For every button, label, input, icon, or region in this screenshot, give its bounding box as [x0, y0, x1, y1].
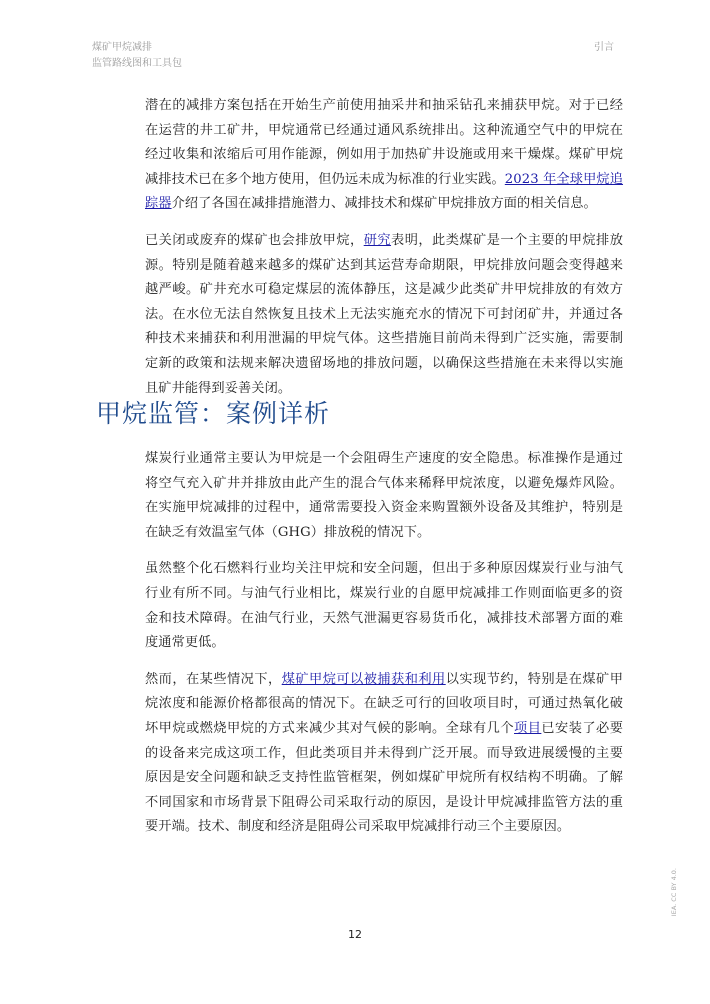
methane-tracker-link[interactable]: 2023 年全球甲烷追踪器 [145, 171, 624, 212]
intro-body [145, 94, 623, 401]
section-body [145, 447, 623, 840]
paragraph-mitigation-options: 潜在的减排方案包括在开始生产前使用抽采井和抽采钻孔来捕获甲烷。对于已经在运营的井工矿井，甲烷通常已经通过通风系统排出。这种流通空气中的甲烷在经过收集和浓缩后可用作能源，例如用于加热矿井设施或用来干燥煤。煤矿甲烷减排技术已在多个地方使用，但仍远未成为标准的行业实践。2023 年全球甲烷追踪器介绍了各国在减排措施潜力、减排技术和煤矿甲烷排放方面的相关信息。 [145, 98, 624, 212]
paragraph-abandoned-mines: 已关闭或废弃的煤矿也会排放甲烷，研究表明，此类煤矿是一个主要的甲烷排放源。特别是随着越来越多的煤矿达到其运营寿命期限，甲烷排放问题会变得越来越严峻。矿井充水可稳定煤层的流体静压，这是减少此类矿井甲烷排放的有效方法。在水位无法自然恢复且技术上无法实施充水的情况下可封闭矿井，并通过各种技术来捕获和利用泄漏的甲烷气体。这些措施目前尚未得到广泛实施，需要制定新的政策和法规来解决遗留场地的排放问题，以确保这些措施在未来得以实施且矿井能得到妥善关闭。 [145, 232, 623, 396]
paragraph-capture-utilization: 然而，在某些情况下，煤矿甲烷可以被捕获和利用以实现节约，特别是在煤矿甲烷浓度和能源价格都很高的情况下。在缺乏可行的回收项目时，可通过热氧化破坏甲烷或燃烧甲烷的方式来减少其对气候的影响。全球有几个项目已安装了必要的设备来完成这项工作，但此类项目并未得到广泛开展。而导致进展缓慢的主要原因是安全问题和缺乏支持性监管框架，例如煤矿甲烷所有权结构不明确。了解不同国家和市场背景下阻碍公司采取行动的原因，是设计甲烷减排监管方法的重要开端。技术、制度和经济是阻碍公司采取甲烷减排行动三个主要原因。 [145, 671, 624, 835]
running-header [92, 40, 182, 72]
research-link[interactable]: 研究 [363, 232, 392, 248]
header-chapter: 引言 [594, 42, 614, 53]
section-heading: 甲烷监管：案例详析 [96, 399, 331, 428]
capture-utilization-link[interactable]: 煤矿甲烷可以被捕获和利用 [281, 671, 446, 687]
projects-link[interactable]: 项目 [514, 720, 542, 736]
header-report-title: 煤矿甲烷减排 [92, 42, 152, 53]
paragraph-industry-comparison: 虽然整个化石燃料行业均关注甲烷和安全问题，但出于多种原因煤炭行业与油气行业有所不同。与油气行业相比，煤炭行业的自愿甲烷减排工作则面临更多的资金和技术障碍。在油气行业，天然气泄漏更容易货币化，减排技术部署方面的难度通常更低。 [145, 561, 623, 651]
paragraph-safety-hazard: 煤炭行业通常主要认为甲烷是一个会阻碍生产速度的安全隐患。标准操作是通过将空气充入矿井并排放由此产生的混合气体来稀释甲烷浓度，以避免爆炸风险。在实施甲烷减排的过程中，通常需要投入资金来购置额外设备及其维护，特别是在缺乏有效温室气体（GHG）排放税的情况下。 [145, 451, 623, 540]
license-note: IEA. CC BY 4.0. [670, 868, 678, 917]
header-report-subtitle: 监管路线图和工具包 [92, 58, 182, 69]
page-number: 12 [348, 928, 362, 941]
